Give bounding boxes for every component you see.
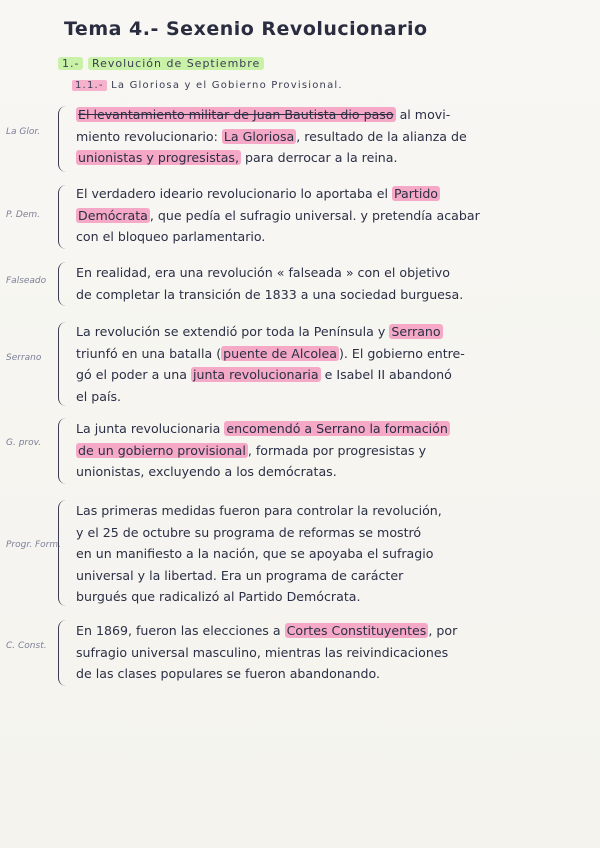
margin-note: Falseado (6, 276, 47, 286)
brace (58, 262, 69, 306)
text-line (76, 343, 546, 365)
text-line (76, 642, 546, 664)
text-span: En realidad, era una revolución « falseada » con el objetivo (76, 265, 450, 280)
subsection-heading (72, 80, 343, 91)
text-span: , resultado de la alianza de (296, 128, 467, 144)
highlighted-text: Serrano (391, 324, 441, 339)
margin-note: G. prov. (6, 438, 42, 448)
brace (58, 185, 69, 249)
text-line (76, 620, 546, 642)
brace (58, 500, 69, 606)
brace (58, 418, 69, 484)
text-span: universal y la libertad. Era un programa de carácter (76, 567, 404, 583)
highlighted-text: Partido (393, 186, 439, 201)
highlighted-text: puente de Alcolea (223, 345, 337, 361)
paragraph (76, 183, 546, 248)
text-span: , por (428, 623, 458, 638)
paragraph (76, 620, 546, 685)
text-line (76, 386, 546, 408)
text-line (76, 226, 546, 248)
paragraph (76, 262, 546, 305)
text-line (76, 284, 546, 306)
brace (58, 106, 69, 172)
text-span: gó el poder a una (76, 367, 191, 382)
text-span: para derrocar a la reina. (240, 150, 398, 165)
section-label: Revolución de Septiembre (88, 57, 264, 70)
text-line (76, 586, 546, 608)
text-line (76, 147, 546, 169)
page-title: Tema 4.- Sexenio Revolucionario (64, 18, 428, 40)
highlighted-text: junta revolucionaria (192, 367, 319, 382)
brace (58, 620, 69, 686)
margin-note: Serrano (6, 353, 42, 363)
text-line (76, 262, 546, 284)
text-span: burgués que radicalizó al Partido Demócrata. (76, 589, 361, 604)
highlighted-text: unionistas y progresistas, (78, 150, 239, 165)
text-line (76, 104, 546, 126)
text-line (76, 126, 546, 148)
text-line (76, 663, 546, 685)
subsection-number: 1.1.- (72, 80, 107, 91)
text-span: , formada por progresistas y (247, 442, 427, 458)
text-span: en un manifiesto a la nación, que se apoyaba el sufragio (76, 546, 434, 561)
paragraph (76, 321, 546, 407)
text-span: e Isabel II abandonó (320, 367, 452, 382)
text-span: Las primeras medidas fueron para controlar la revolución, (76, 503, 442, 518)
text-span: miento revolucionario: (76, 128, 222, 144)
paragraph (76, 418, 546, 483)
margin-note: Progr. Form. (6, 540, 61, 550)
text-span: y el 25 de octubre su programa de reformas se mostró (76, 524, 422, 540)
text-span: En 1869, fueron las elecciones a (76, 623, 285, 638)
highlighted-text: La Gloriosa (223, 128, 295, 144)
text-span: el país. (76, 388, 122, 404)
text-line (76, 522, 546, 544)
margin-note: C. Const. (6, 641, 47, 651)
highlighted-text: de un gobierno provisional (78, 442, 246, 458)
subsection-label: La Gloriosa y el Gobierno Provisional. (111, 80, 343, 91)
text-line (76, 500, 546, 522)
highlighted-text: encomendó a Serrano la formación (226, 421, 448, 436)
text-line (76, 364, 546, 386)
paragraph (76, 500, 546, 608)
text-line (76, 183, 546, 205)
brace (58, 322, 69, 406)
margin-note: La Glor. (6, 127, 41, 137)
highlighted-text: Demócrata (78, 207, 148, 223)
highlighted-text: Cortes Constituyentes (286, 623, 427, 638)
text-span: sufragio universal masculino, mientras las reivindicaciones (76, 644, 449, 660)
text-span: El verdadero ideario revolucionario lo aportaba el (76, 186, 392, 201)
text-span: triunfó en una batalla ( (76, 345, 222, 361)
highlighted-text: El levantamiento militar de Juan Bautista dio paso (78, 107, 394, 122)
text-span: al movi- (395, 107, 451, 122)
paragraph (76, 104, 546, 169)
text-span: La revolución se extendió por toda la Península y (76, 324, 390, 339)
text-line (76, 418, 546, 440)
text-span: con el bloqueo parlamentario. (76, 229, 266, 244)
text-span: unionistas, excluyendo a los demócratas. (76, 464, 337, 479)
text-line (76, 321, 546, 343)
text-line (76, 205, 546, 227)
section-heading (58, 57, 264, 70)
text-span: de las clases populares se fueron abandonando. (76, 666, 380, 681)
margin-note: P. Dem. (6, 210, 41, 220)
text-line (76, 543, 546, 565)
text-line (76, 565, 546, 587)
text-line (76, 461, 546, 483)
text-span: La junta revolucionaria (76, 421, 225, 436)
text-line (76, 440, 546, 462)
text-span: ). El gobierno entre- (339, 345, 465, 361)
section-number: 1.- (58, 57, 83, 70)
text-span: , que pedía el sufragio universal. y pretendía acabar (149, 207, 480, 223)
text-span: de completar la transición de 1833 a una sociedad burguesa. (76, 286, 464, 302)
